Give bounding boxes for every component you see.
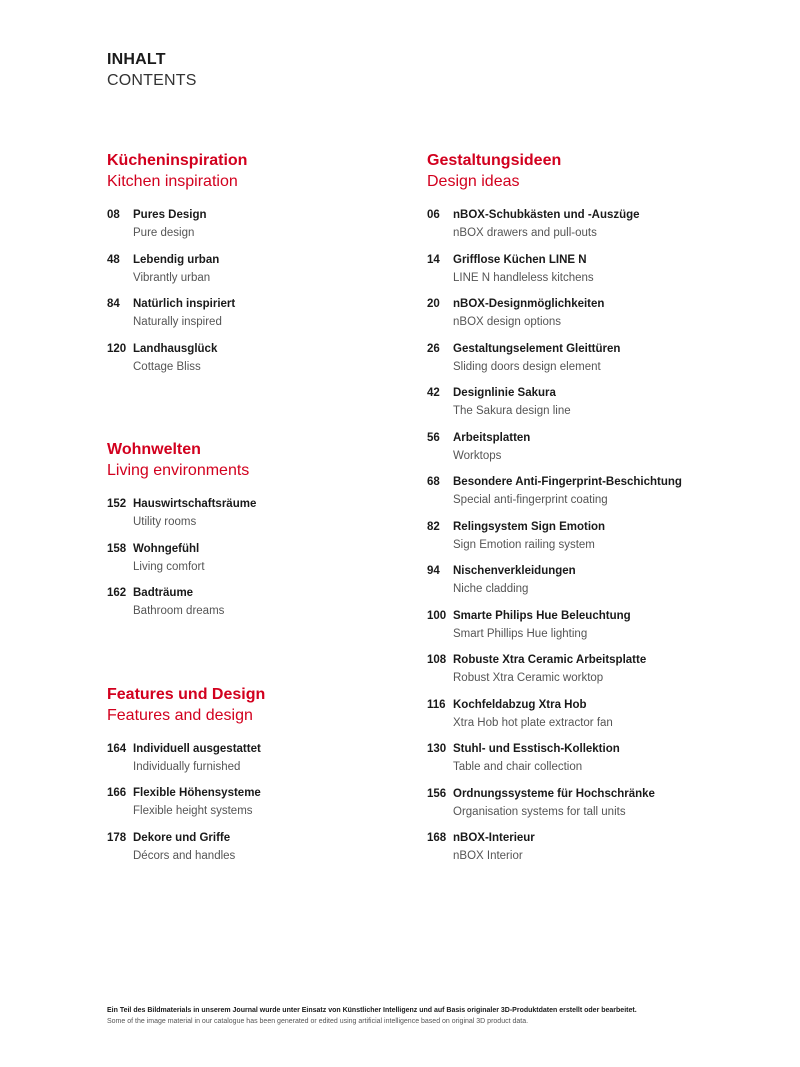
entry-title-de: Wohngefühl [133,542,200,555]
left-column [107,150,447,873]
page-number: 56 [427,431,440,444]
toc-entry[interactable] [427,251,767,296]
toc-entry[interactable] [427,785,767,830]
toc-entry[interactable] [427,206,767,251]
page-number: 84 [107,298,120,310]
entry-title-de: Natürlich inspiriert [133,298,236,310]
toc-entry[interactable] [107,340,447,385]
entry-title-de: Designlinie Sakura [453,387,556,399]
page-number: 168 [427,832,447,844]
page-number: 82 [427,520,440,533]
entry-title-de: Individuell ausgestattet [133,742,261,755]
toc-entry[interactable] [427,340,767,385]
toc-entry[interactable] [107,829,447,874]
section-living-environments [107,439,447,629]
page-number: 152 [107,498,127,510]
entry-title-de: nBOX-Designmöglichkeiten [453,298,605,310]
page-number: 108 [427,654,447,666]
entry-title-en: LINE N handleless kitchens [453,271,594,284]
page-number: 26 [427,342,440,355]
section-spacer [107,629,447,684]
entry-title-en: Vibrantly urban [133,271,211,284]
page-number: 178 [107,831,127,844]
toc-entry[interactable] [427,607,767,652]
entry-title-en: Organisation systems for tall units [453,805,626,818]
entry-title-en: Special anti-fingerprint coating [453,494,608,506]
entry-title-de: Grifflose Küchen LINE N [453,253,587,266]
section-title-en: Design ideas [427,173,520,190]
entry-title-de: Kochfeldabzug Xtra Hob [453,698,587,711]
entry-title-en: Décors and handles [133,849,236,862]
toc-entry[interactable] [427,696,767,741]
page-number: 130 [427,743,447,755]
footer-note-de: Ein Teil des Bildmaterials in unserem Journal wurde unter Einsatz von Künstlicher Intelligenz und auf Basis originaler 3D-Produktdaten erstellt oder bearbeitet. [107,1007,637,1014]
entry-title-en: Smart Phillips Hue lighting [453,627,588,640]
toc-entry[interactable] [107,495,447,540]
toc-entry[interactable] [107,295,447,340]
entry-title-de: nBOX-Interieur [453,832,535,844]
toc-entry[interactable] [427,562,767,607]
page-number: 48 [107,253,120,266]
toc-entry[interactable] [107,251,447,296]
entry-title-en: nBOX design options [453,316,562,328]
page-header [107,49,197,91]
toc-entries [107,740,447,874]
toc-entry[interactable] [427,518,767,563]
page-number: 166 [107,787,127,799]
entry-title-de: Smarte Philips Hue Beleuchtung [453,609,631,622]
section-title-en: Kitchen inspiration [107,173,238,190]
toc-entry[interactable] [427,829,767,874]
entry-title-en: Sign Emotion railing system [453,538,595,551]
page-title-en: CONTENTS [107,72,197,89]
entry-title-en: nBOX drawers and pull-outs [453,227,597,239]
section-kitchen-inspiration [107,150,447,384]
page-number: 164 [107,742,127,755]
entry-title-de: Arbeitsplatten [453,431,531,444]
entry-title-de: Pures Design [133,209,207,221]
page-number: 116 [427,698,446,711]
entry-title-en: Utility rooms [133,516,197,528]
entry-title-de: Relingsystem Sign Emotion [453,520,606,533]
section-title-de: Kücheninspiration [107,152,248,169]
entry-title-de: Gestaltungselement Gleittüren [453,342,621,355]
entry-title-en: nBOX Interior [453,850,523,862]
entry-title-en: The Sakura design line [453,405,571,417]
page-number: 68 [427,476,440,488]
section-title-de: Features und Design [107,685,266,703]
page-number: 20 [427,298,440,310]
footer-note [107,1005,727,1027]
entry-title-de: Landhausglück [133,342,218,355]
entry-title-de: Lebendig urban [133,253,220,266]
entry-title-de: Stuhl- und Esstisch-Kollektion [453,743,620,755]
section-title-de: Gestaltungsideen [427,152,562,169]
entry-title-en: Individually furnished [133,760,241,773]
toc-entry[interactable] [107,206,447,251]
entry-title-de: Nischenverkleidungen [453,565,576,577]
toc-entry[interactable] [427,651,767,696]
entry-title-de: Ordnungssysteme für Hochschränke [453,787,655,800]
toc-entries [427,206,767,874]
toc-entry[interactable] [427,473,767,518]
toc-entry[interactable] [107,740,447,785]
page-number: 100 [427,609,447,622]
page-number: 120 [107,342,127,355]
section-title-de: Wohnwelten [107,441,201,458]
entry-title-en: Niche cladding [453,583,529,595]
section-heading [107,150,447,192]
page-number: 42 [427,387,440,399]
entry-title-en: Bathroom dreams [133,605,225,617]
entry-title-en: Table and chair collection [453,761,583,773]
right-column [427,150,767,874]
page-title-de: INHALT [107,51,166,68]
entry-title-de: Robuste Xtra Ceramic Arbeitsplatte [453,654,647,666]
entry-title-de: Hauswirtschaftsräume [133,498,257,510]
entry-title-en: Cottage Bliss [133,360,201,373]
section-title-en: Living environments [107,462,250,479]
entry-title-en: Flexible height systems [133,805,253,817]
page-number: 06 [427,209,440,221]
toc-entry[interactable] [427,429,767,474]
toc-entry[interactable] [427,740,767,785]
entry-title-en: Naturally inspired [133,316,222,328]
toc-entry[interactable] [107,584,447,629]
toc-entry[interactable] [427,295,767,340]
section-design-ideas [427,150,767,874]
entry-title-en: Xtra Hob hot plate extractor fan [453,716,613,729]
section-spacer [107,384,447,439]
entry-title-de: Badträume [133,587,194,599]
entry-title-en: Living comfort [133,560,205,573]
footer-note-en: Some of the image material in our catalogue has been generated or edited using artificial intelligence based on original 3D product data. [107,1018,529,1025]
section-heading [107,439,447,481]
page-number: 162 [107,587,127,599]
section-features-and-design [107,684,447,874]
section-heading [107,684,447,726]
entry-title-de: Besondere Anti-Fingerprint-Beschichtung [453,476,682,488]
toc-entry[interactable] [107,784,447,829]
entry-title-de: nBOX-Schubkästen und -Auszüge [453,209,640,221]
section-title-en: Features and design [107,706,253,724]
toc-entry[interactable] [427,384,767,429]
entry-title-en: Pure design [133,227,195,239]
page-number: 08 [107,209,120,221]
toc-entries [107,495,447,629]
entry-title-en: Robust Xtra Ceramic worktop [453,672,604,684]
entry-title-de: Dekore und Griffe [133,831,231,844]
entry-title-en: Worktops [453,449,502,462]
page-number: 14 [427,253,440,266]
section-heading [427,150,767,192]
entry-title-en: Sliding doors design element [453,360,601,373]
page-number: 94 [427,565,440,577]
entry-title-de: Flexible Höhensysteme [133,787,261,799]
toc-entries [107,206,447,384]
page-number: 156 [427,787,447,800]
toc-entry[interactable] [107,540,447,585]
page-number: 158 [107,542,127,555]
